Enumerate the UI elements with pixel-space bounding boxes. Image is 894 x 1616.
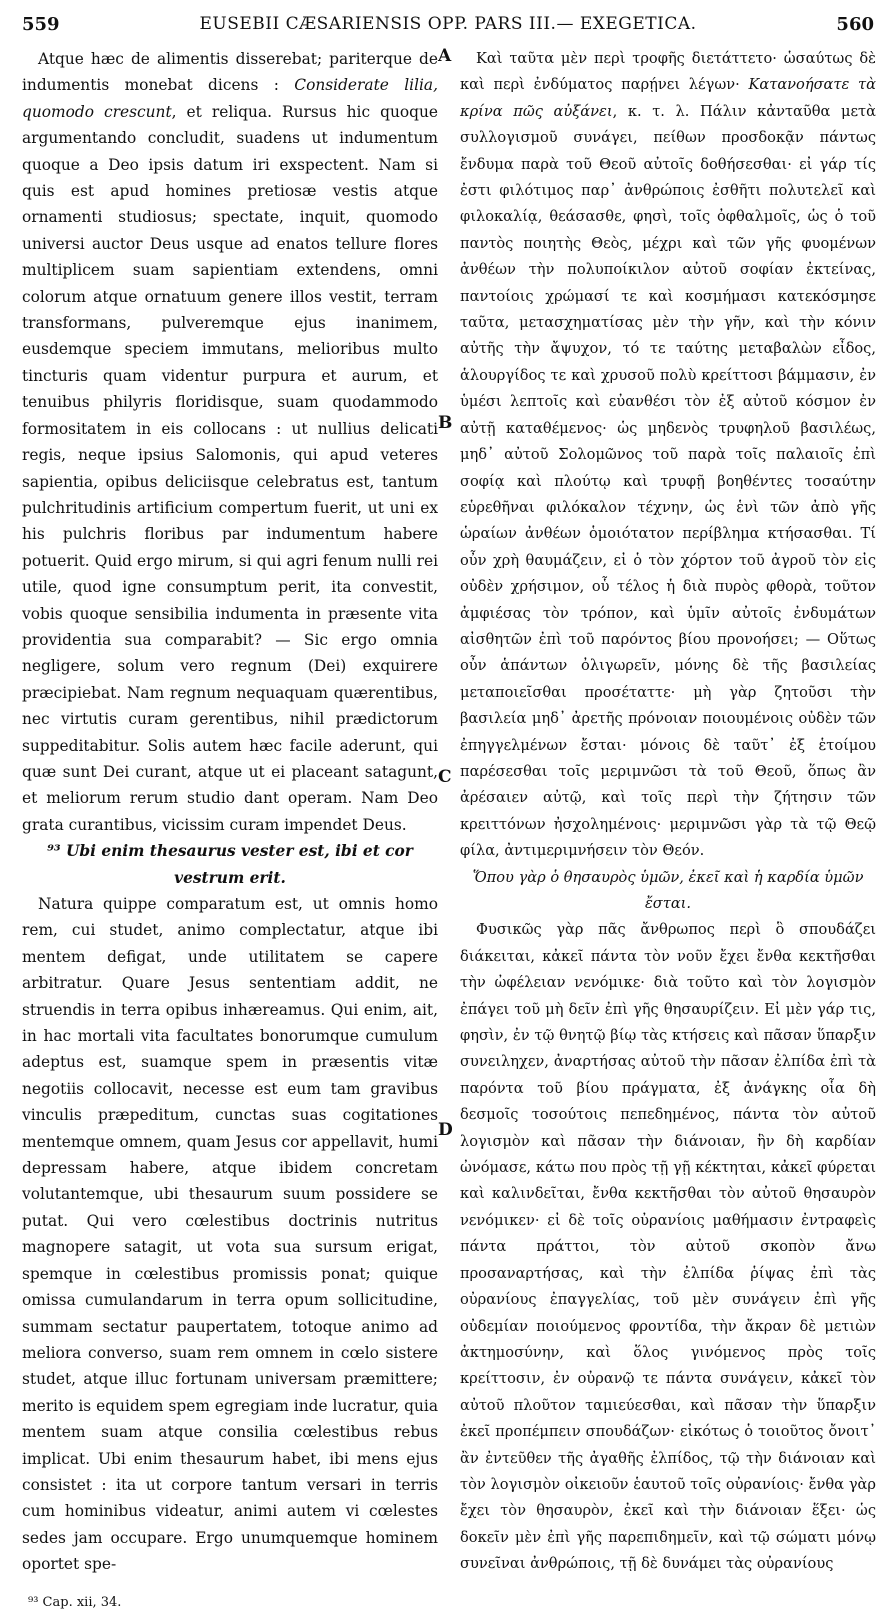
latin-paragraph-2: Natura quippe comparatum est, ut omnis homo rem, cui studet, animo complectatur, atque ibi mentem defigat, unde utilitatem se capere arbitratur. Quare Jesus sententiam addit, ne struendis in terra opibus inhæreamus. Qui enim, ait, in hac mortali vita facultates bonorumque cumulum adeptus est, suamque spem in præsentis vitæ negotiis collocavit, necesse est eum tam gravibus vinculis præpeditum, cunctas suas cogitationes mentemque omnem, quam Jesus cor appellavit, humi depressam habere, atque ibidem concretam volutantemque, ubi thesaurum suum possidere se putat. Qui vero cœlestibus doctrinis nutritus magnopere satagit, ut vota sua sursum erigat, spemque in cœlestibus promissis ponat; quique omissa cumulandarum in terra opum sollicitudine, summam sectatur paupertatem, totoque animo ad meliora converso, suam rem omnem in cœlo sistere studet, atque illuc fortunam universam præmittere; merito is equidem spem egregiam inde lucratur, quia mentem suam atque consilia cœlestibus rebus implicat. Ubi enim thesaurum habet, ibi mens ejus consistet : ita ut corpore tantum versari in terris cum hominibus videatur, animi autem vi cœlestes sedes jam occupare. Ergo unumquemque hominem oportet spe- bbox=[22, 895, 438, 1574]
running-header bbox=[22, 14, 874, 38]
latin-verse bbox=[22, 838, 438, 891]
greek-paragraph-1 bbox=[460, 46, 876, 865]
latin-paragraph-1 bbox=[22, 46, 438, 838]
footnote: ⁹³ Cap. xii, 34. bbox=[28, 1594, 122, 1610]
margin-letter-c: C bbox=[438, 767, 452, 787]
margin-letter-d: D bbox=[438, 1120, 453, 1140]
greek-p1-after: , κ. τ. λ. Πάλιν κἀνταῦθα μετὰ συλλογισμοῦ συνάγει, πείθων προσδοκᾷν πάντως ἔνδυμα παρὰ τοῦ Θεοῦ αὐτοῖς δοθήσεσθαι· εἰ γάρ τίς ἐστι φιλότιμος παρ᾽ ἀνθρώποις ἐσθῆτι πολυτελεῖ καὶ φιλοκαλίᾳ, θεάσασθε, φησὶ, τοῖς ὀφθαλμοῖς, ὡς ὁ τοῦ παντὸς ποιητὴς Θεὸς, μέχρι καὶ τῶν γῆς φυομένων ἀνθέων τὴν πολυποίκιλον αὐτοῦ σοφίαν ἐκτείνας, παντοίοις χρώμασί τε καὶ κοσμήμασι κατεκόσμησε ταῦτα, μετασχηματίσας μὲν τὴν γῆν, καὶ τὴν κόνιν αὐτῆς τὴν ἄψυχον, τό τε ταύτης μεταβαλὼν εἶδος, ἁλουργίδος τε καὶ χρυσοῦ πολὺ κρείττοσι βάμμασιν, ἐν ὑμέσι λεπτοῖς καὶ εὐανθέσι τὸν ἐξ αὐτοῦ κόσμον ἐν αὐτῇ καταθέμενος· ὡς μηδενὸς τρυφηλοῦ βασιλέως, μηδ᾽ αὐτοῦ Σολομῶνος τοῦ παρὰ τοῖς παλαιοῖς ἐπὶ σοφίᾳ καὶ πλούτῳ καὶ τρυφῇ βοηθέντες τοσαύτην εὑρεθῆναι φιλόκαλον τέχνην, ὡς ἑνὶ τῶν ἀπὸ γῆς ὡραίων ἀνθέων ὁμοιότατον περίβλημα κτήσασθαι. Τί οὖν χρὴ θαυμάζειν, εἰ ὁ τὸν χόρτον τοῦ ἀγροῦ τὸν εἰς οὐδὲν χρήσιμον, οὗ τέλος ἡ διὰ πυρὸς φθορὰ, τοῦτον ἀμφιέσας τὸν τρόπον, καὶ ὑμῖν αὐτοῖς ἐνδυμάτων αἰσθητῶν ἐπὶ τοῦ παρόντος βίου προνοήσει; — Οὕτως οὖν ἁπάντων ὀλιγωρεῖν, μόνης δὲ τῆς βασιλείας μεταποιεῖσθαι προσέταττε· μὴ γὰρ ζητοῦσι τὴν βασιλεία μηδ᾽ ἀρετῆς πρόνοιαν ποιουμένοις οὐδὲν τῶν ἐπηγγελμένων ἔσται· μόνοις δὲ ταῦτ᾽ ἐξ ἑτοίμου παρέσεσθαι τοῖς μεριμνῶσι τὰ τοῦ Θεοῦ, ὅπως ἂν ἀρέσαιεν αὐτῷ, καὶ τοῖς περὶ τὴν ζήτησιν τῶν κρειττόνων ἠσχολημένοις· μεριμνῶσι γὰρ τὰ τῷ Θεῷ φίλα, ἀντιμεριμνήσειν τὸν Θεόν. bbox=[460, 102, 876, 860]
greek-verse: Ὅπου γὰρ ὁ θησαυρὸς ὑμῶν, ἐκεῖ καὶ ἡ καρδία ὑμῶν ἔσται. bbox=[472, 868, 864, 912]
latin-column bbox=[22, 46, 438, 1616]
latin-verse-text: Ubi enim thesaurus vester est, ibi et cor vestrum erit. bbox=[65, 842, 413, 887]
margin-letter-b: B bbox=[438, 413, 453, 433]
latin-p1-after: , et reliqua. Rursus hic quoque argumentando concludit, suadens ut indumentum quoque a Deo ipsis datum iri exspectent. Nam si quis est apud homines pretiosæ vestis atque ornamenti studiosus; spectate, inquit, quomodo universi auctor Deus usque ad enatos tellure flores multiplicem suam sapientiam extendens, omni colorum atque ornatuum genere illos vestit, terram transformans, pulveremque ejus inanimem, eusdemque speciem immutans, melioribus multo tincturis quam videntur purpura et aurum, et tenuibus philyris floridisque, suam quodammodo formositatem in eis collocans : ut nullius delicati regis, neque ipsius Salomonis, qui apud veteres sapientia, opibus deliciisque celebratus est, tantum pulchritudinis artificium compertum fuerit, ut uni ex his pulchris floribus par indumentum habere potuerit. Quid ergo mirum, si qui agri fenum nulli rei utile, quod igne consumptum perit, ita convestit, vobis quoque sensibilia indumenta in præsente vita providentia sua comparabit? — Sic ergo omnia negligere, solum vero regnum (Dei) exquirere præcipiebat. Nam regnum nequaquam quærentibus, nec virtutis curam gerentibus, nihil prædictorum suppeditabitur. Solis autem hæc facile aderunt, qui quæ sunt Dei curant, atque ut ei placeant satagunt, et meliorum rerum studio dant operam. Nam Deo grata curantibus, vicissim curam impendet Deus. bbox=[22, 102, 438, 834]
latin-p1-before: Atque hæc de alimentis disserebat; pariterque de indumentis monebat dicens : bbox=[22, 50, 438, 95]
latin-verse-marker: ⁹³ bbox=[47, 842, 61, 861]
greek-paragraph-2: Φυσικῶς γὰρ πᾶς ἄνθρωπος περὶ ὃ σπουδάζει διάκειται, κἀκεῖ πάντα τὸν νοῦν ἔχει ἔνθα κεκτῆσθαι τὴν ὠφέλειαν νενόμικε· διὰ τοῦτο καὶ τὸν λογισμὸν ἐπάγει τοῦ μὴ δεῖν ἐπὶ γῆς θησαυρίζειν. Εἰ μὲν γάρ τις, φησὶν, ἐν τῷ θνητῷ βίῳ τὰς κτήσεις καὶ πᾶσαν ὕπαρξιν συνειληχεν, ἀναρτήσας αὐτοῦ τὴν πᾶσαν ἐλπίδα ἐπὶ τὰ παρόντα τοῦ βίου πράγματα, ἐξ ἀνάγκης οἷα δὴ δεσμοῖς τοσούτοις πεπεδημένος, πάντα τὸν αὐτοῦ λογισμὸν καὶ πᾶσαν τὴν διάνοιαν, ἣν δὴ καρδίαν ὠνόμασε, κάτω που πρὸς τῇ γῇ κέκτηται, κἀκεῖ φύρεται καὶ καλινδεῖται, ἔνθα κεκτῆσθαι τὸν αὐτοῦ θησαυρὸν νενόμικεν· εἰ δὲ τοῖς οὐρανίοις μαθήμασιν ἐντραφεὶς πάντα πράττοι, τὸν αὐτοῦ σκοπὸν ἄνω προσαναρτήσας, καὶ τὴν ἐλπίδα ῥίψας ἐπὶ τὰς οὐρανίους ἐπαγγελίας, τοῦ μὲν συνάγειν ἐπὶ γῆς οὐδεμίαν ποιούμενος φροντίδα, τὴν ἄκραν δὲ μετιὼν ἀκτημοσύνην, καὶ ὅλος γινόμενος πρὸς τοῖς κρείττοσιν, ἐν οὐρανῷ τε πάντα συνάγειν, κἀκεῖ τὸν αὐτοῦ πλοῦτον ταμιεύεσθαι, καὶ πᾶσαν τὴν ὕπαρξιν ἐκεῖ προπέμπειν σπουδάζων· εἰκότως ὁ τοιοῦτος ὄνοιτ᾽ ἂν ἐντεῦθεν τῆς ἀγαθῆς ἐλπίδος, τῷ τὴν διάνοιαν καὶ τὸν λογισμὸν οἰκειοῦν ἑαυτοῦ τοῖς οὐρανίοις· ἔνθα γὰρ ἔχει τὸν θησαυρὸν, ἐκεῖ καὶ τὴν διάνοιαν ἕξει· ὡς δοκεῖν μὲν ἐπὶ γῆς παρεπιδημεῖν, καὶ τῷ σώματι μόνῳ συνεῖναι ἀνθρώποις, τῇ δὲ δυνάμει τὰς οὐρανίους bbox=[460, 921, 876, 1573]
greek-p1-quote: Κατανοήσατε τὰ κρίνα πῶς αὐξάνει bbox=[460, 76, 876, 120]
greek-p1-before: Καὶ ταῦτα μὲν περὶ τροφῆς διετάττετο· ὡσαύτως δὲ καὶ περὶ ἐνδύματος παρῄνει λέγων· bbox=[460, 50, 876, 94]
page-number-right: 560 bbox=[836, 14, 874, 35]
margin-letter-a: A bbox=[438, 46, 452, 66]
running-title: EUSEBII CÆSARIENSIS OPP. PARS III.— EXEGETICA. bbox=[199, 14, 697, 34]
page-number-left: 559 bbox=[22, 14, 60, 35]
latin-p1-quote: Considerate lilia, quomodo crescunt bbox=[22, 76, 438, 121]
greek-column bbox=[460, 46, 876, 1578]
